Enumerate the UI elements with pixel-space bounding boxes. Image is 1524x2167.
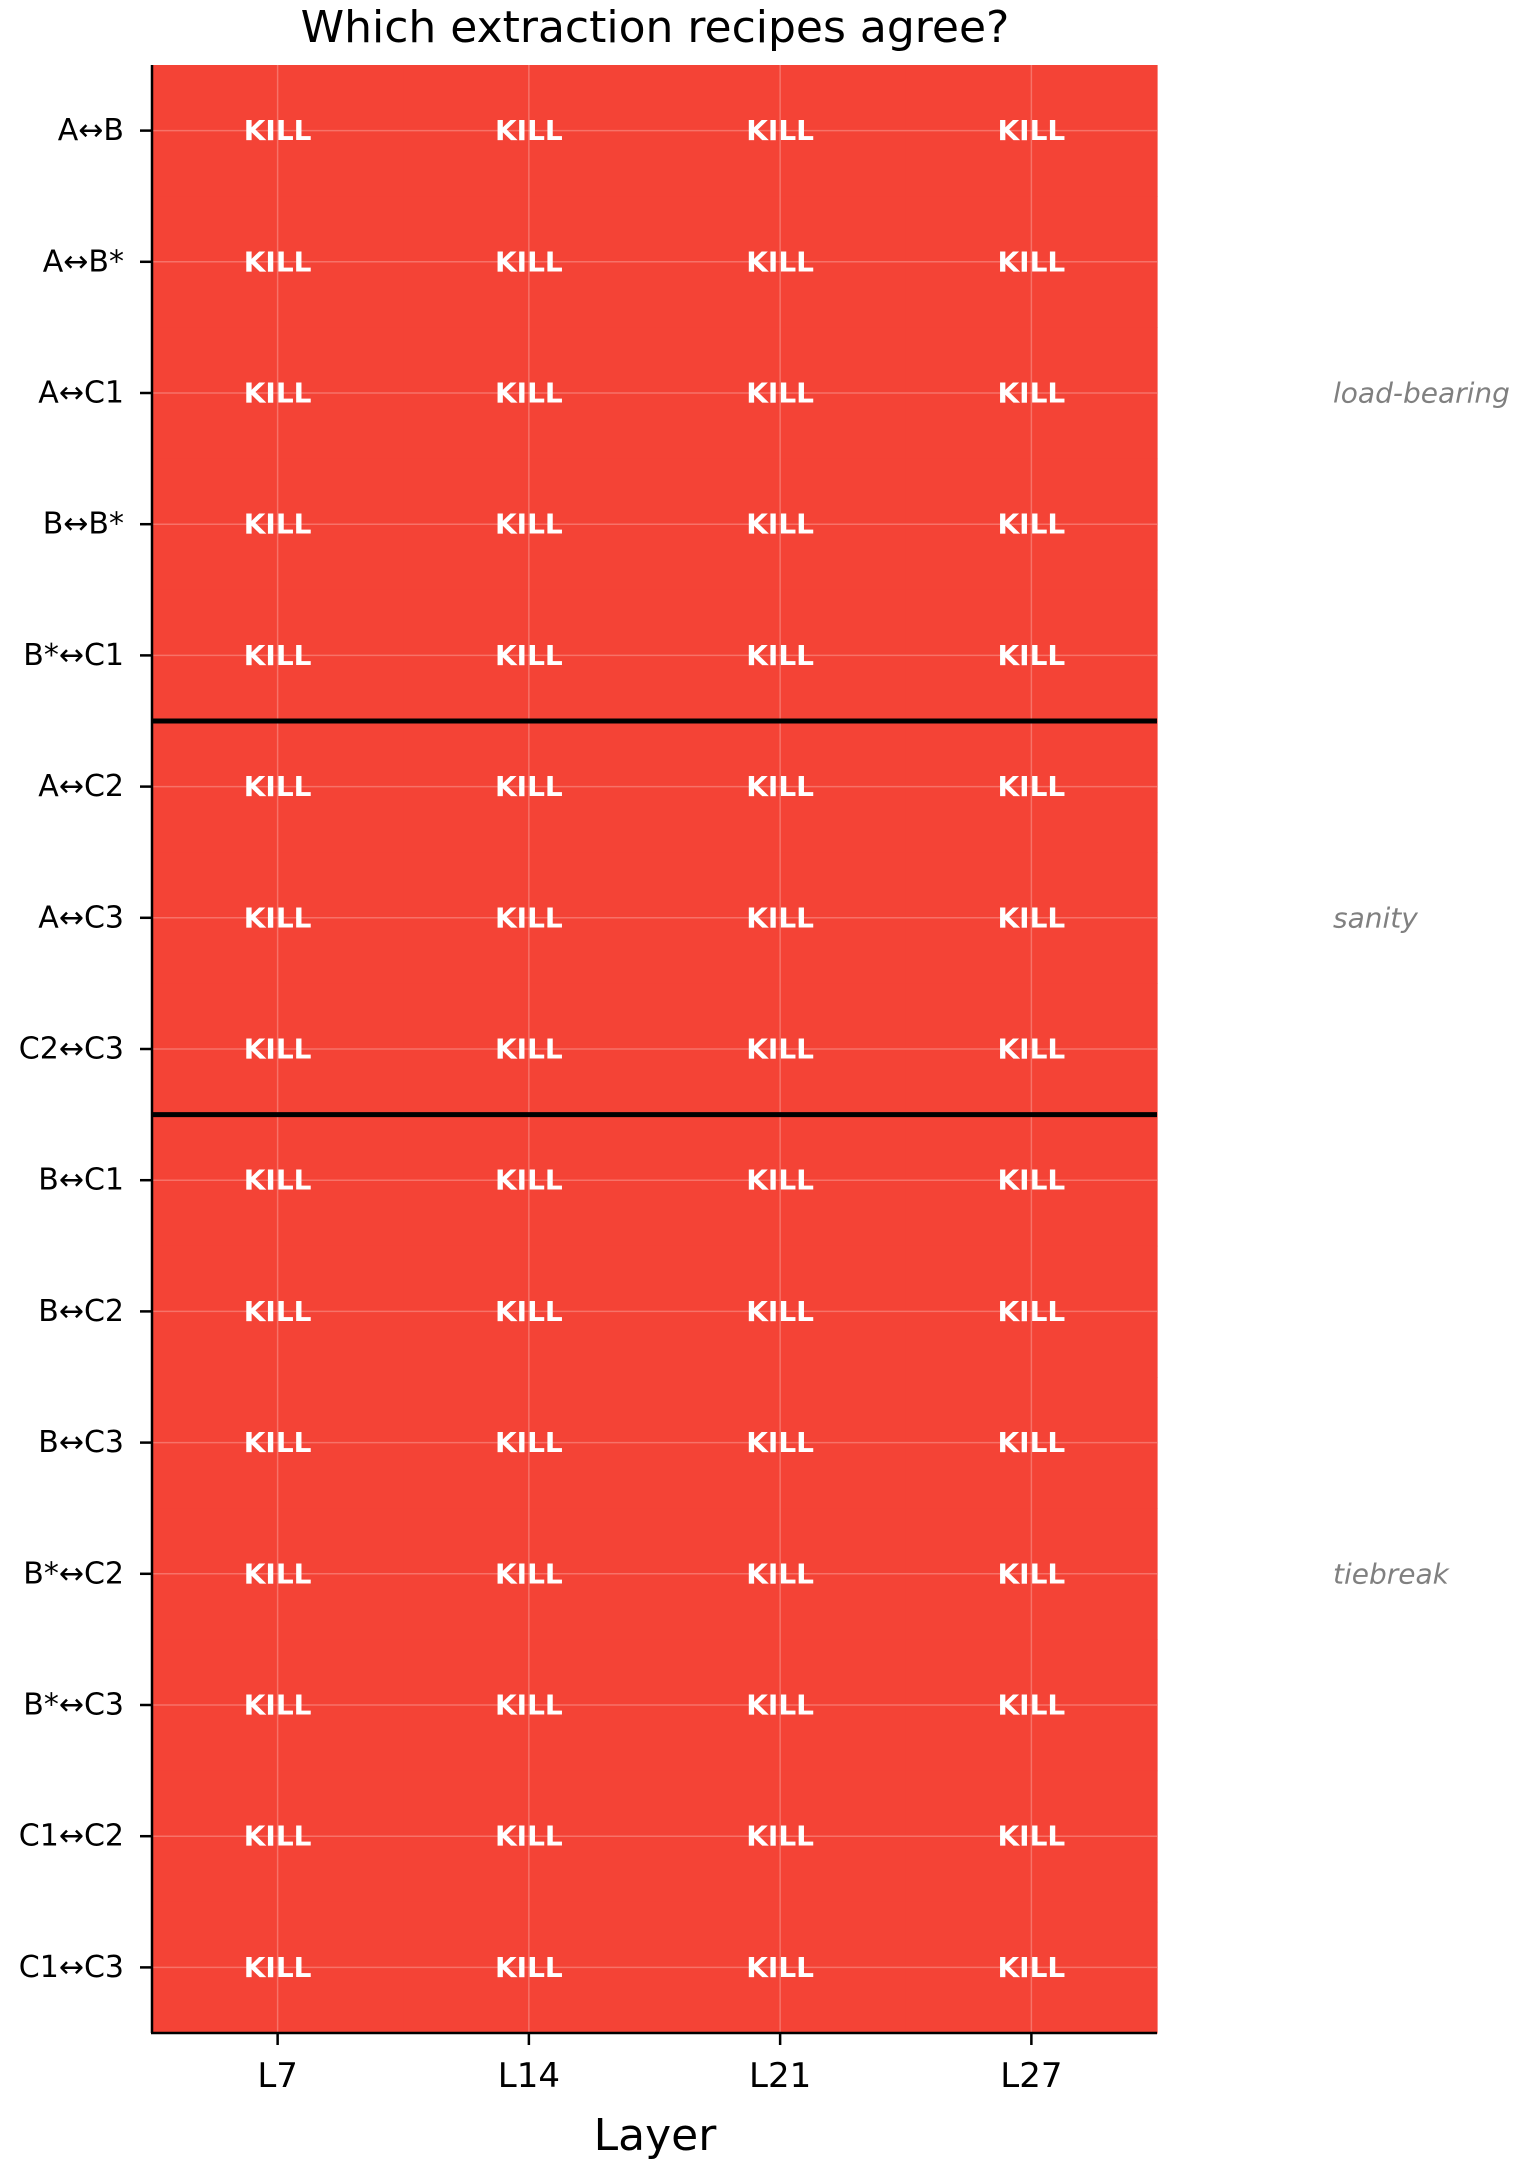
cell-value-label: KILL xyxy=(494,901,563,935)
cell-value-label: KILL xyxy=(746,245,815,279)
y-tick-label: A↔C2 xyxy=(38,769,124,805)
x-tick-label: L7 xyxy=(257,2056,298,2096)
cell-value-label: KILL xyxy=(494,1032,563,1066)
cell-value-label: KILL xyxy=(494,770,563,804)
cell-value-label: KILL xyxy=(746,1426,815,1460)
cell-value-label: KILL xyxy=(494,245,563,279)
y-tick-label: C1↔C2 xyxy=(18,1818,124,1854)
cell-value-label: KILL xyxy=(997,901,1066,935)
x-tick-label: L27 xyxy=(1000,2056,1063,2096)
cell-value-label: KILL xyxy=(997,1163,1066,1197)
cell-value-label: KILL xyxy=(997,376,1066,410)
cell-value-label: KILL xyxy=(243,1032,312,1066)
cell-value-label: KILL xyxy=(494,507,563,541)
cell-value-label: KILL xyxy=(746,1032,815,1066)
cell-value-label: KILL xyxy=(746,376,815,410)
cell-value-label: KILL xyxy=(494,638,563,672)
cell-value-label: KILL xyxy=(746,1163,815,1197)
cell-value-label: KILL xyxy=(243,1294,312,1328)
cell-value-label: KILL xyxy=(494,1819,563,1853)
y-tick-label: B*↔C2 xyxy=(23,1556,124,1592)
y-tick-label: B*↔C1 xyxy=(23,637,124,673)
group-label: load-bearing xyxy=(1333,376,1510,410)
cell-value-label: KILL xyxy=(746,1557,815,1591)
cell-value-label: KILL xyxy=(243,1163,312,1197)
cell-value-label: KILL xyxy=(746,1294,815,1328)
cell-value-label: KILL xyxy=(494,1426,563,1460)
cell-value-label: KILL xyxy=(243,376,312,410)
cell-value-label: KILL xyxy=(746,901,815,935)
cell-value-label: KILL xyxy=(243,1950,312,1984)
cell-value-label: KILL xyxy=(494,1950,563,1984)
cell-value-label: KILL xyxy=(997,507,1066,541)
y-tick-label: B↔C3 xyxy=(38,1425,124,1461)
x-tick-label: L21 xyxy=(749,2056,812,2096)
y-tick-label: C1↔C3 xyxy=(18,1949,124,1985)
y-tick-label: B↔C1 xyxy=(38,1162,124,1198)
x-tick-label: L14 xyxy=(497,2056,560,2096)
y-tick-label: A↔B xyxy=(57,113,124,149)
group-label: sanity xyxy=(1333,901,1418,935)
cell-value-label: KILL xyxy=(997,1426,1066,1460)
cell-value-label: KILL xyxy=(997,245,1066,279)
chart-title: Which extraction recipes agree? xyxy=(300,2,1010,53)
cell-value-label: KILL xyxy=(494,114,563,148)
cell-value-label: KILL xyxy=(997,638,1066,672)
cell-value-label: KILL xyxy=(243,638,312,672)
cell-value-label: KILL xyxy=(746,507,815,541)
cell-value-label: KILL xyxy=(746,1688,815,1722)
cell-value-label: KILL xyxy=(494,1294,563,1328)
cell-value-label: KILL xyxy=(243,1426,312,1460)
cell-value-label: KILL xyxy=(997,1032,1066,1066)
cell-value-label: KILL xyxy=(997,770,1066,804)
cell-value-label: KILL xyxy=(494,1688,563,1722)
y-tick-label: B↔B* xyxy=(42,506,124,542)
cell-value-label: KILL xyxy=(494,1163,563,1197)
group-label: tiebreak xyxy=(1333,1557,1449,1591)
y-tick-label: A↔B* xyxy=(42,244,124,280)
cell-value-label: KILL xyxy=(243,507,312,541)
row-tick-labels xyxy=(19,113,124,1985)
cell-value-label: KILL xyxy=(494,376,563,410)
cell-value-label: KILL xyxy=(243,1819,312,1853)
y-tick-label: B*↔C3 xyxy=(23,1687,124,1723)
y-tick-label: C2↔C3 xyxy=(18,1031,124,1067)
cell-value-label: KILL xyxy=(243,1688,312,1722)
group-labels xyxy=(1333,377,1510,1591)
x-axis-label: Layer xyxy=(593,2110,717,2161)
cell-value-label: KILL xyxy=(494,1557,563,1591)
cell-value-label: KILL xyxy=(997,1950,1066,1984)
cell-value-label: KILL xyxy=(243,770,312,804)
cell-value-label: KILL xyxy=(997,114,1066,148)
cell-value-label: KILL xyxy=(243,114,312,148)
column-tick-labels xyxy=(257,2056,1062,2096)
cell-value-label: KILL xyxy=(746,770,815,804)
cell-value-label: KILL xyxy=(746,1819,815,1853)
cell-value-label: KILL xyxy=(997,1819,1066,1853)
cell-value-label: KILL xyxy=(746,1950,815,1984)
cell-value-label: KILL xyxy=(997,1557,1066,1591)
cell-value-label: KILL xyxy=(997,1688,1066,1722)
y-tick-label: A↔C1 xyxy=(38,375,124,411)
cell-value-label: KILL xyxy=(997,1294,1066,1328)
cell-value-label: KILL xyxy=(243,1557,312,1591)
cell-value-label: KILL xyxy=(746,638,815,672)
y-tick-label: B↔C2 xyxy=(38,1293,124,1329)
cell-value-label: KILL xyxy=(243,245,312,279)
cell-value-label: KILL xyxy=(243,901,312,935)
cell-value-label: KILL xyxy=(746,114,815,148)
y-tick-label: A↔C3 xyxy=(38,900,124,936)
